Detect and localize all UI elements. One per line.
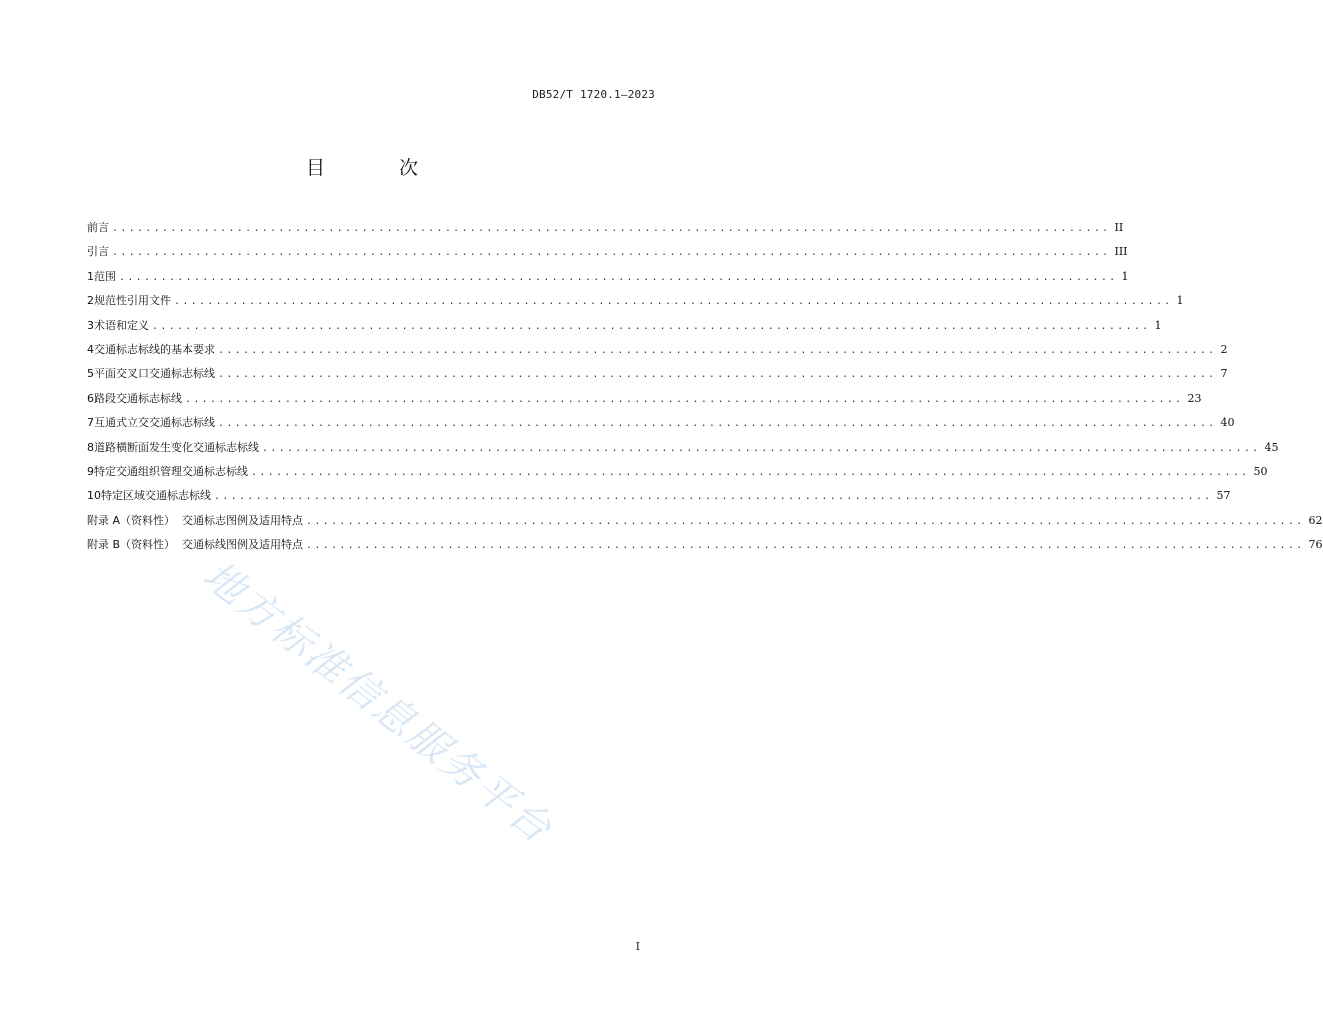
toc-entry-label: 术语和定义 xyxy=(94,318,149,332)
toc-entry-page: II xyxy=(1114,221,1124,234)
toc-entry-page: 76 xyxy=(1308,538,1323,552)
toc-entry-number: 1 xyxy=(87,269,94,283)
toc-entry[interactable] xyxy=(87,244,1128,268)
toc-entry[interactable] xyxy=(87,293,1184,317)
dot-leader: ........................................................................................................................ xyxy=(262,442,1261,454)
table-of-contents xyxy=(87,220,1323,561)
dot-leader: ........................................................................................................................ xyxy=(306,540,1305,552)
toc-entry[interactable] xyxy=(87,318,1162,342)
toc-entry-page: 62 xyxy=(1308,513,1323,527)
toc-entry-page: 7 xyxy=(1220,367,1228,381)
toc-entry[interactable] xyxy=(87,440,1279,464)
toc-entry-label: 特定交通组织管理交通标志标线 xyxy=(94,464,248,478)
toc-entry[interactable] xyxy=(87,220,1124,244)
dot-leader: ........................................................................................................................ xyxy=(112,223,1111,234)
toc-entry-number: 3 xyxy=(87,318,94,332)
toc-entry-label: 路段交通标志标线 xyxy=(94,391,182,405)
toc-entry-page: 50 xyxy=(1253,464,1268,478)
toc-entry[interactable] xyxy=(87,391,1202,415)
toc-entry-label: 互通式立交交通标志标线 xyxy=(94,416,215,430)
dot-leader: ........................................................................................................................ xyxy=(174,296,1173,308)
page-number: I xyxy=(635,940,640,953)
toc-entry-label: 交通标志标线的基本要求 xyxy=(94,342,215,356)
toc-entry[interactable] xyxy=(87,488,1231,512)
toc-entry-number: 2 xyxy=(87,294,94,308)
dot-leader: ........................................................................................................................ xyxy=(251,466,1250,478)
dot-leader: ........................................................................................................................ xyxy=(306,515,1305,527)
toc-entry[interactable] xyxy=(87,366,1228,390)
toc-entry-page: 1 xyxy=(1121,269,1129,283)
toc-entry-page: 57 xyxy=(1216,489,1231,503)
dot-leader: ........................................................................................................................ xyxy=(214,491,1213,503)
toc-entry-page: 1 xyxy=(1176,294,1184,308)
toc-entry-page: 23 xyxy=(1187,391,1202,405)
dot-leader: ........................................................................................................................ xyxy=(218,418,1217,430)
watermark: 地方标准信息服务平台 xyxy=(194,552,562,854)
toc-entry-label: 特定区域交通标志标线 xyxy=(101,489,211,503)
toc-entry-number: 8 xyxy=(87,440,94,454)
toc-entry-label: 道路横断面发生变化交通标志标线 xyxy=(94,440,259,454)
toc-entry[interactable] xyxy=(87,415,1235,439)
toc-entry-label: 附录 B（资料性） 交通标线图例及适用特点 xyxy=(87,538,304,552)
dot-leader: ........................................................................................................................ xyxy=(152,320,1151,332)
toc-entry[interactable] xyxy=(87,464,1268,488)
dot-leader: ........................................................................................................................ xyxy=(119,271,1118,283)
document-code: DB52/T 1720.1—2023 xyxy=(532,88,655,101)
toc-entry-page: 40 xyxy=(1220,416,1235,430)
toc-entry-label: 引言 xyxy=(87,245,109,259)
dot-leader: ........................................................................................................................ xyxy=(218,344,1217,356)
page-title: 目 次 xyxy=(305,157,453,179)
toc-entry-page: 1 xyxy=(1154,318,1162,332)
dot-leader: ........................................................................................................................ xyxy=(112,247,1111,259)
toc-entry[interactable] xyxy=(87,342,1228,366)
toc-entry-page: 45 xyxy=(1264,440,1279,454)
toc-entry[interactable] xyxy=(87,269,1129,293)
toc-entry-number: 9 xyxy=(87,464,94,478)
toc-entry-page: 2 xyxy=(1220,342,1228,356)
toc-entry-label: 平面交叉口交通标志标线 xyxy=(94,367,215,381)
toc-entry[interactable] xyxy=(87,513,1323,537)
toc-entry[interactable] xyxy=(87,537,1323,561)
toc-entry-label: 范围 xyxy=(94,269,116,283)
toc-entry-number: 6 xyxy=(87,391,94,405)
toc-entry-number: 4 xyxy=(87,342,94,356)
toc-entry-number: 5 xyxy=(87,367,94,381)
toc-entry-number: 10 xyxy=(87,489,101,503)
toc-entry-label: 前言 xyxy=(87,221,109,234)
toc-entry-number: 7 xyxy=(87,416,94,430)
toc-entry-label: 规范性引用文件 xyxy=(94,294,171,308)
dot-leader: ........................................................................................................................ xyxy=(185,393,1184,405)
toc-entry-label: 附录 A（资料性） 交通标志图例及适用特点 xyxy=(87,513,304,527)
toc-entry-page: III xyxy=(1114,245,1128,259)
dot-leader: ........................................................................................................................ xyxy=(218,369,1217,381)
